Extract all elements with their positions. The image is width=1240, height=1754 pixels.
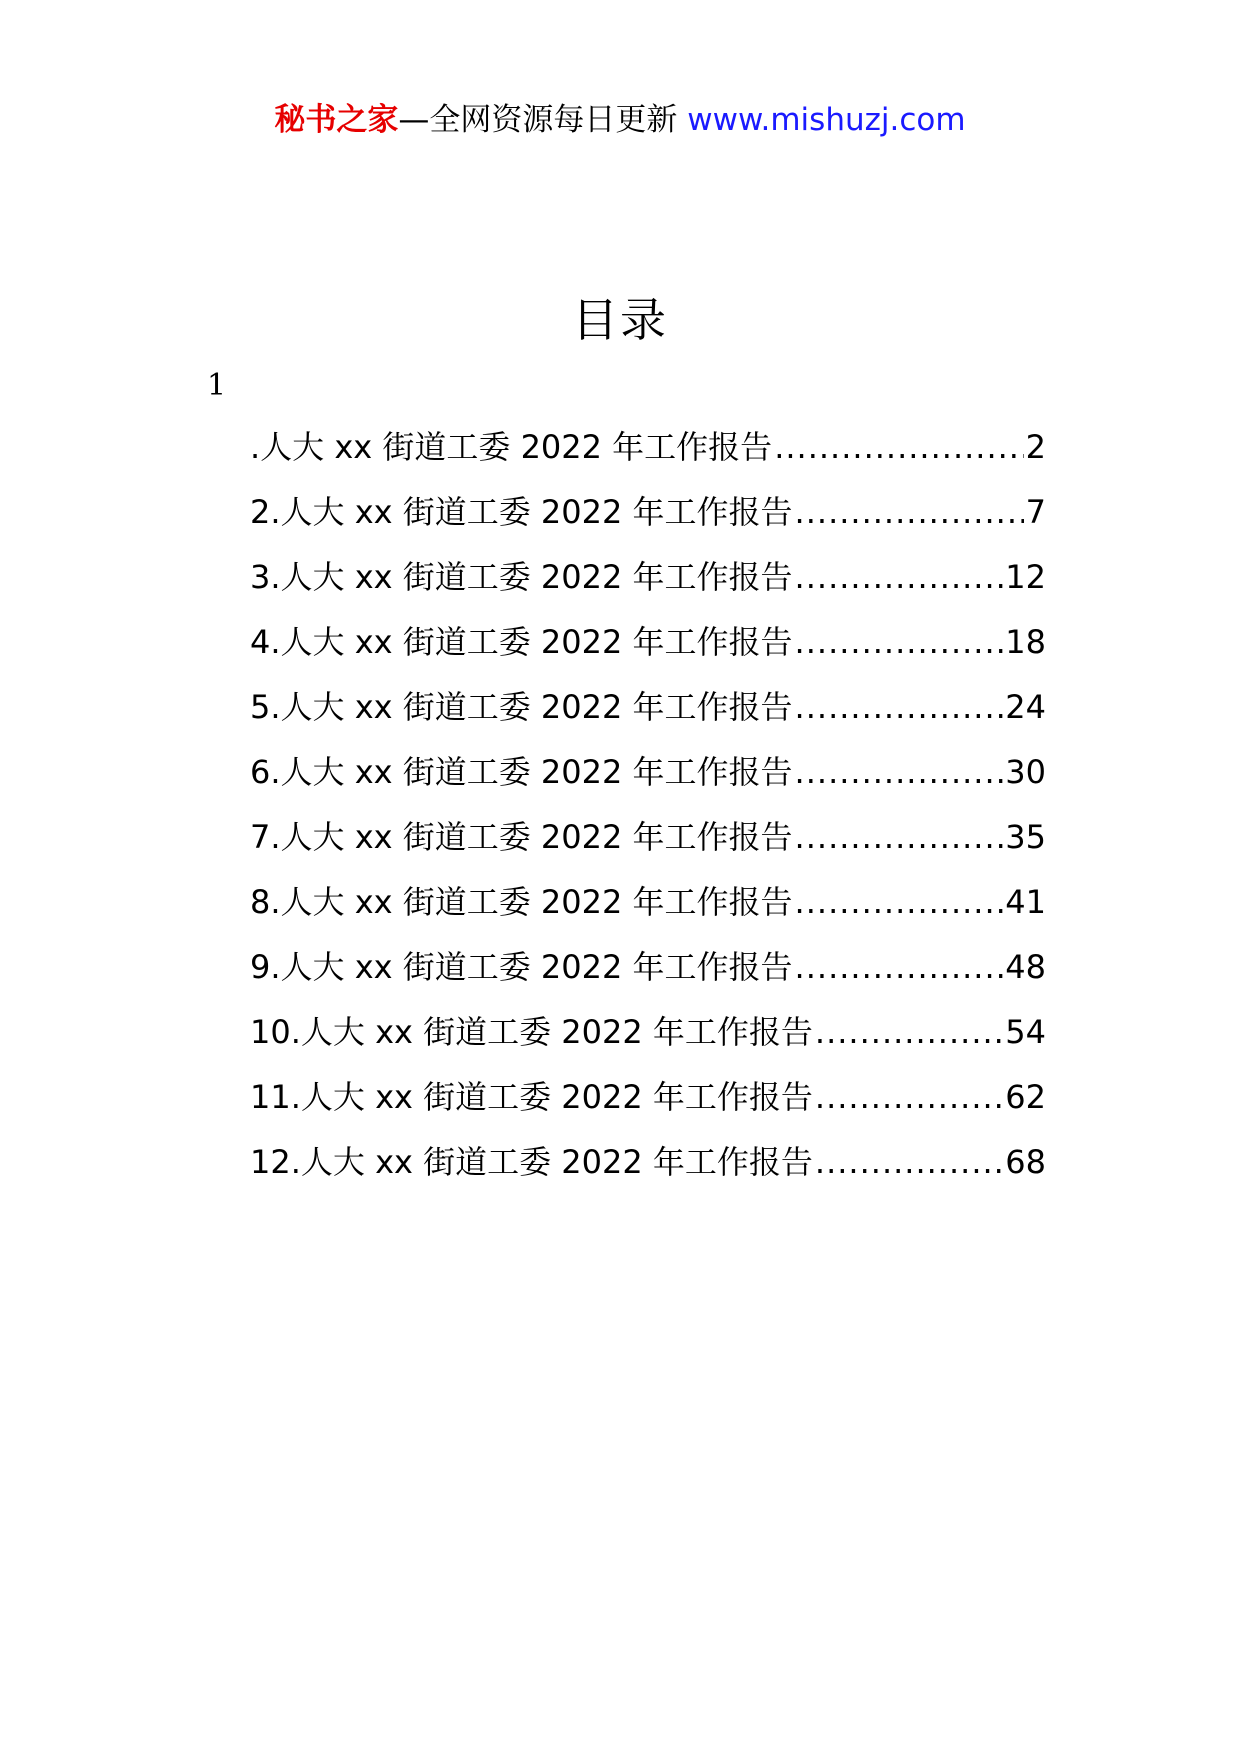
toc-entry-number: 12 [250, 1143, 291, 1181]
toc-leader-dots [815, 1012, 1003, 1052]
toc-entry-page: 41 [1005, 883, 1046, 921]
table-of-contents [250, 427, 1046, 1207]
toc-entry-title: .人大 xx 街道工委 2022 年工作报告 [290, 1013, 813, 1051]
toc-entry-number: 2 [250, 493, 271, 531]
toc-entry-title: .人大 xx 街道工委 2022 年工作报告 [270, 818, 793, 856]
toc-entry[interactable] [250, 622, 1046, 687]
site-link[interactable]: www.mishuzj.com [687, 102, 966, 138]
toc-entry-number: 6 [250, 753, 271, 791]
toc-entry-page: 54 [1005, 1013, 1046, 1051]
toc-entry[interactable] [250, 492, 1046, 557]
toc-entry[interactable] [250, 427, 1046, 492]
toc-entry[interactable] [250, 817, 1046, 882]
toc-entry-page: 68 [1005, 1143, 1046, 1181]
toc-leader-dots [795, 557, 1004, 597]
toc-entry-page: 7 [1025, 493, 1046, 531]
header-tagline: —全网资源每日更新 [398, 102, 678, 138]
toc-stray-number: 1 [207, 368, 227, 403]
toc-entry-page: 24 [1005, 688, 1046, 726]
toc-entry-page: 48 [1005, 948, 1046, 986]
toc-entry-number: 5 [250, 688, 271, 726]
toc-entry[interactable] [250, 687, 1046, 752]
toc-entry-title: .人大 xx 街道工委 2022 年工作报告 [270, 753, 793, 791]
toc-entry-title: .人大 xx 街道工委 2022 年工作报告 [290, 1078, 813, 1116]
toc-entry-title: .人大 xx 街道工委 2022 年工作报告 [290, 1143, 813, 1181]
toc-entry-title: .人大 xx 街道工委 2022 年工作报告 [270, 493, 793, 531]
toc-entry-title: .人大 xx 街道工委 2022 年工作报告 [250, 428, 773, 466]
toc-leader-dots [815, 1142, 1003, 1182]
toc-entry-number: 11 [250, 1078, 291, 1116]
toc-title: 目录 [572, 293, 668, 347]
toc-entry-number: 8 [250, 883, 271, 921]
toc-entry-title: .人大 xx 街道工委 2022 年工作报告 [270, 558, 793, 596]
toc-entry[interactable] [250, 752, 1046, 817]
toc-leader-dots [815, 1077, 1003, 1117]
toc-leader-dots [795, 492, 1024, 532]
toc-entry-title: .人大 xx 街道工委 2022 年工作报告 [270, 623, 793, 661]
toc-entry-page: 35 [1005, 818, 1046, 856]
toc-entry-title: .人大 xx 街道工委 2022 年工作报告 [270, 688, 793, 726]
page-header [0, 100, 1240, 140]
toc-entry-page: 2 [1025, 428, 1046, 466]
toc-leader-dots [795, 622, 1004, 662]
toc-entry[interactable] [250, 882, 1046, 947]
toc-entry[interactable] [250, 947, 1046, 1012]
brand-name: 秘书之家 [274, 102, 399, 138]
toc-entry[interactable] [250, 1142, 1046, 1207]
toc-entry-page: 12 [1005, 558, 1046, 596]
toc-entry-page: 18 [1005, 623, 1046, 661]
toc-entry-page: 30 [1005, 753, 1046, 791]
toc-entry-page: 62 [1005, 1078, 1046, 1116]
toc-entry-number: 4 [250, 623, 271, 661]
toc-entry-number: 3 [250, 558, 271, 596]
toc-entry[interactable] [250, 557, 1046, 622]
toc-entry-number: 10 [250, 1013, 291, 1051]
toc-entry[interactable] [250, 1012, 1046, 1077]
toc-entry-number: 7 [250, 818, 271, 856]
toc-leader-dots [795, 947, 1004, 987]
toc-entry[interactable] [250, 1077, 1046, 1142]
toc-leader-dots [795, 687, 1004, 727]
toc-leader-dots [795, 882, 1004, 922]
toc-entry-title: .人大 xx 街道工委 2022 年工作报告 [270, 948, 793, 986]
toc-entry-number: 9 [250, 948, 271, 986]
toc-leader-dots [795, 817, 1004, 857]
toc-leader-dots [795, 752, 1004, 792]
toc-leader-dots [774, 427, 1023, 467]
toc-entry-title: .人大 xx 街道工委 2022 年工作报告 [270, 883, 793, 921]
